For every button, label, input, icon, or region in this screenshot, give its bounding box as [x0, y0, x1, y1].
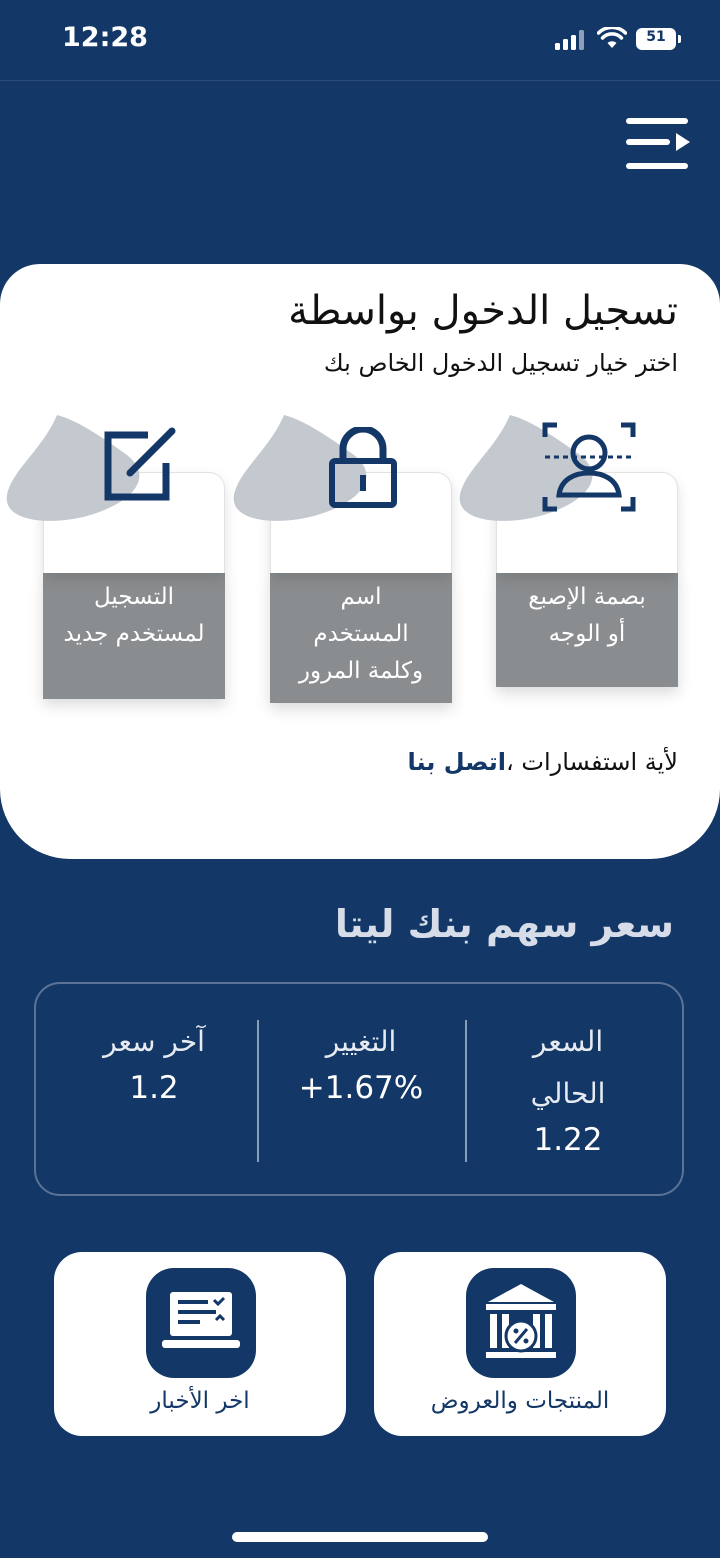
stock-divider	[465, 1020, 467, 1162]
option-password-login[interactable]	[270, 472, 452, 703]
status-time: 12:28	[62, 22, 148, 53]
stock-change	[261, 984, 461, 1198]
stock-current-label-2: الحالي	[530, 1077, 606, 1110]
option-password-label-1: اسم	[340, 584, 382, 610]
products-offers-tile[interactable]	[374, 1252, 666, 1436]
option-register-label-1: التسجيل	[93, 584, 175, 610]
stock-divider	[257, 1020, 259, 1162]
menu-button[interactable]	[622, 115, 692, 175]
products-offers-label: المنتجات والعروض	[430, 1388, 610, 1414]
home-indicator[interactable]	[232, 1532, 488, 1542]
login-subtitle: اختر خيار تسجيل الدخول الخاص بك	[323, 349, 678, 377]
option-biometric-login[interactable]	[496, 472, 678, 687]
stock-last-value: 1.2	[129, 1070, 179, 1106]
option-register-label-2: لمستخدم جديد	[63, 621, 205, 647]
latest-news-label: اخر الأخبار	[150, 1388, 250, 1414]
stock-last-label: آخر سعر	[103, 1025, 205, 1058]
stock-current	[468, 984, 668, 1198]
stock-current-label-1: السعر	[532, 1025, 604, 1058]
option-biometric-label-1: بصمة الإصبع	[528, 584, 646, 610]
bank-discount-icon	[466, 1268, 576, 1378]
login-title: تسجيل الدخول بواسطة	[288, 288, 678, 334]
face-id-icon	[541, 421, 637, 513]
option-password-label-3: وكلمة المرور	[298, 658, 424, 684]
contact-us-link[interactable]: اتصل بنا	[407, 748, 507, 776]
latest-news-tile[interactable]	[54, 1252, 346, 1436]
edit-icon	[100, 427, 180, 505]
option-password-label-2: المستخدم	[313, 621, 409, 647]
stock-last	[54, 984, 254, 1198]
option-biometric-label-2: أو الوجه	[548, 621, 626, 647]
wifi-icon	[597, 27, 627, 49]
battery-level: 51	[646, 29, 666, 45]
stock-title: سعر سهم بنك ليتا	[334, 902, 674, 946]
stock-panel	[34, 982, 684, 1196]
status-bar	[0, 0, 720, 81]
contact-text: لأية استفسارات ،	[506, 748, 678, 776]
contact-line	[408, 748, 678, 776]
stock-change-value: +1.67%	[298, 1070, 424, 1106]
login-card	[0, 264, 720, 859]
cellular-signal-icon	[555, 30, 585, 50]
option-register[interactable]	[43, 472, 225, 699]
lock-icon	[327, 427, 399, 509]
news-laptop-icon	[146, 1268, 256, 1378]
battery-icon	[636, 28, 682, 50]
stock-current-value: 1.22	[533, 1122, 603, 1158]
stock-change-label: التغيير	[325, 1025, 397, 1058]
